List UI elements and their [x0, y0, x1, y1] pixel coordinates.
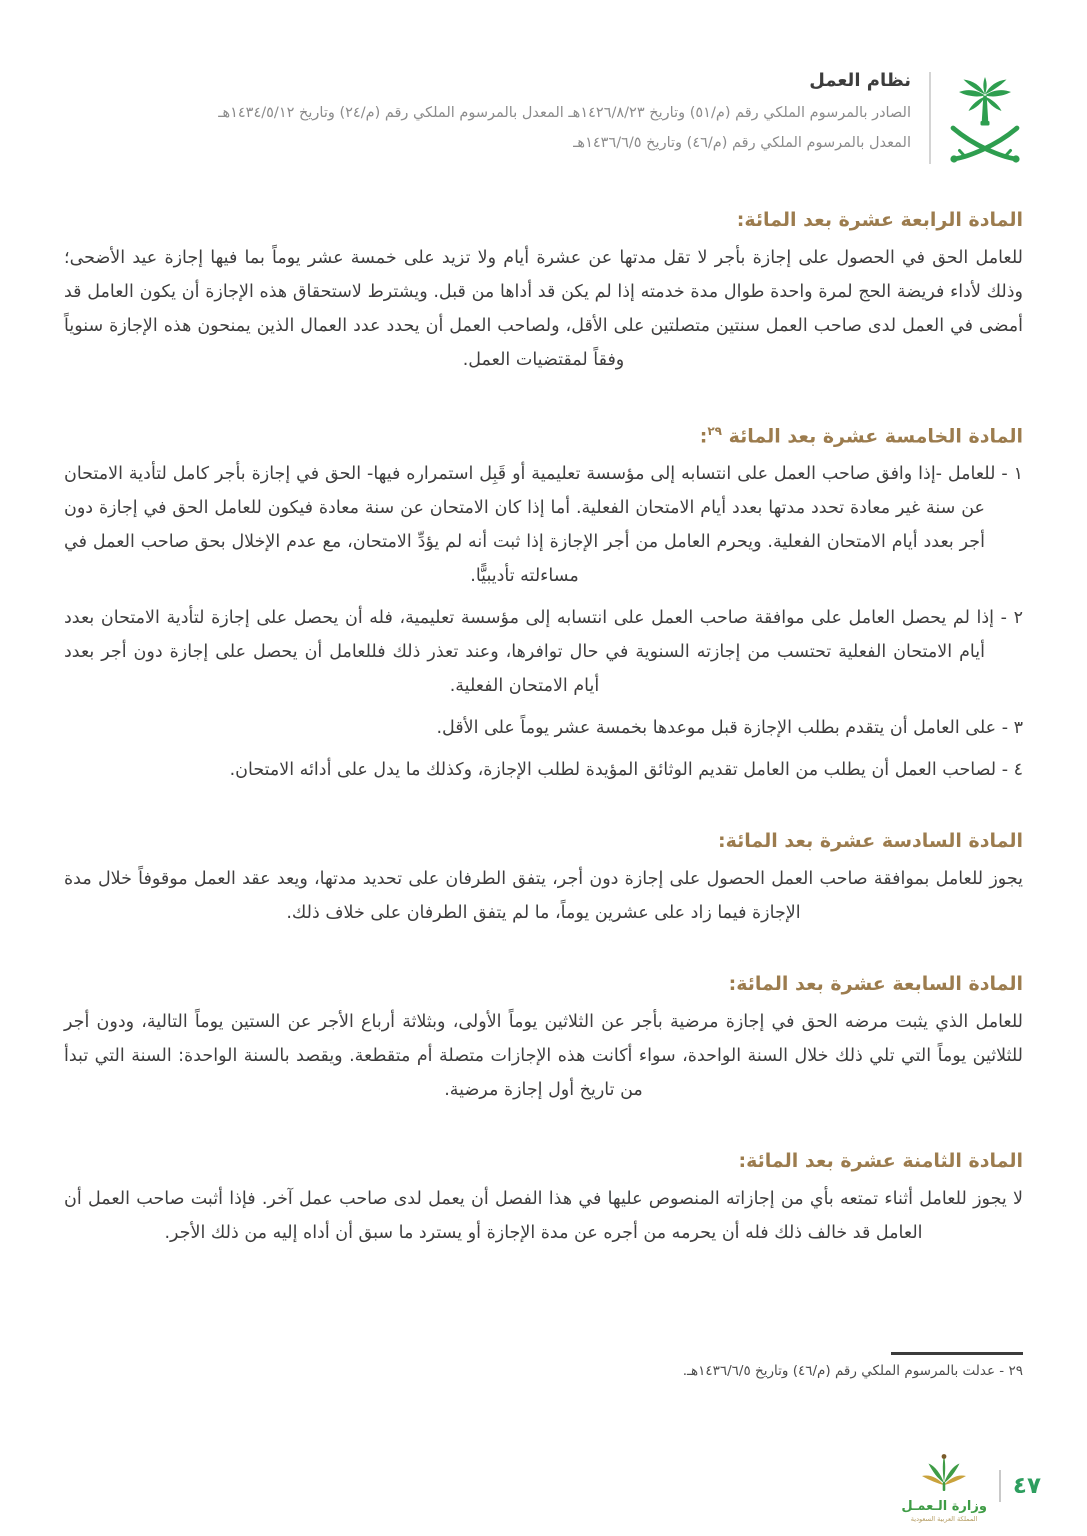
page-number: ٤٧ [1012, 1473, 1041, 1500]
decree-line-2: المعدل بالمرسوم الملكي رقم (م/٤٦) وتاريخ ١٤٣٦/٦/٥هـ [573, 135, 911, 151]
article-115-heading-text: المادة الخامسة عشرة بعد المائة [728, 425, 1023, 448]
article-115 [64, 417, 1023, 787]
ministry-palm-icon [920, 1451, 968, 1496]
ministry-logo [901, 1451, 987, 1523]
list-item-3-marker: ٣ - [996, 718, 1023, 739]
list-item-3 [64, 711, 1023, 745]
ministry-subtitle: المملكة العربية السعودية [910, 1514, 978, 1523]
page-footer [901, 1451, 1041, 1523]
header-divider [929, 72, 931, 164]
header-text-block [64, 70, 911, 158]
list-item-4 [64, 753, 1023, 787]
list-item-4-text: لصاحب العمل أن يطلب من العامل تقديم الوثائق المؤيدة لطلب الإجازة، وكذلك ما يدل على أدائه الامتحان. [229, 760, 997, 781]
article-116-heading: المادة السادسة عشرة بعد المائة: [718, 830, 1023, 853]
article-116 [64, 827, 1023, 930]
list-item-1-text: للعامل -إذا وافق صاحب العمل على انتسابه إلى مؤسسة تعليمية أو قَبِل استمراره فيها- الحق في إجازة بأجر كامل لتأدية الامتحان عن سنة غير معادة تحدد مدتها بعدد أيام الامتحان الفعلية. أما إذا كان الامتحان عن سنة معادة فيكون للعامل الحق في إجازة دون أجر بعدد أيام الامتحان الفعلية. ويحرم العامل من أجر الإجازة إذا ثبت أنه لم يؤدِّ الامتحان، مع عدم الإخلال بحق صاحب العمل في مساءلته تأديبيًّا. [64, 464, 996, 587]
article-118-heading: المادة الثامنة عشرة بعد المائة: [738, 1150, 1023, 1173]
article-115-heading [64, 417, 1023, 450]
article-117-text: للعامل الذي يثبت مرضه الحق في إجازة مرضية بأجر عن الثلاثين يوماً الأولى، وبثلاثة أرباع الأجر عن الستين يوماً التالية، ودون أجر للثلاثين يوماً التي تلي ذلك خلال السنة الواحدة، سواء أكانت هذه الإجازات متصلة أم متقطعة. ويقصد بالسنة الواحدة: السنة التي تبدأ من تاريخ أول إجازة مرضية. [64, 1012, 1023, 1101]
footnote-text: ٢٩ - عدلت بالمرسوم الملكي رقم (م/٤٦) وتاريخ ١٤٣٦/٦/٥هـ. [682, 1363, 1023, 1379]
footnote-block [64, 1352, 1023, 1379]
list-item-1-marker: ١ - [995, 464, 1023, 485]
decree-line-1: الصادر بالمرسوم الملكي رقم (م/٥١) وتاريخ ١٤٢٦/٨/٢٣هـ المعدل بالمرسوم الملكي رقم (م/٢٤) وتاريخ ١٤٣٤/٥/١٢هـ [218, 105, 911, 121]
article-115-list [64, 457, 1023, 787]
article-116-text: يجوز للعامل بموافقة صاحب العمل الحصول على إجازة دون أجر، يتفق الطرفان على تحديد مدتها، ويعد عقد العمل موقوفاً خلال مدة الإجازة فيما زاد على عشرين يوماً، ما لم يتفق الطرفان على خلاف ذلك. [64, 869, 1023, 924]
article-118 [64, 1147, 1023, 1250]
article-117-heading: المادة السابعة عشرة بعد المائة: [728, 973, 1023, 996]
article-118-text: لا يجوز للعامل أثناء تمتعه بأي من إجازاته المنصوص عليها في هذا الفصل أن يعمل لدى صاحب عمل آخر. فإذا أثبت صاحب العمل أن العامل قد خالف ذلك فله أن يحرمه من أجره عن مدة الإجازة أو يسترد ما سبق أن أداه إليه من ذلك الأجر. [64, 1189, 1023, 1244]
list-item-3-text: على العامل أن يتقدم بطلب الإجازة قبل موعدها بخمسة عشر يوماً على الأقل. [436, 718, 997, 739]
articles-body [0, 170, 1087, 1250]
footer-divider [999, 1470, 1001, 1502]
article-115-heading-colon: : [699, 425, 708, 448]
list-item-4-marker: ٤ - [996, 760, 1023, 781]
list-item-2-marker: ٢ - [994, 608, 1023, 629]
page-header [0, 0, 1087, 170]
ministry-name: وزارة الـعمـل [901, 1498, 987, 1514]
list-item-2-text: إذا لم يحصل العامل على موافقة صاحب العمل على انتسابه إلى مؤسسة تعليمية، فله أن يحصل على إجازة لتأدية الامتحان بعدد أيام الامتحان الفعلية تحتسب من إجازته السنوية في حال توافرها، وعند تعذر ذلك فللعامل أن يحصل على إجازة دون أجر بعدد أيام الامتحان الفعلية. [64, 608, 995, 697]
list-item-1 [64, 457, 1023, 593]
list-item-2 [64, 601, 1023, 703]
footnote-rule [891, 1352, 1023, 1355]
article-114-text: للعامل الحق في الحصول على إجازة بأجر لا تقل مدتها عن عشرة أيام ولا تزيد على خمسة عشر يوماً بما فيها إجازة عيد الأضحى؛ وذلك لأداء فريضة الحج لمرة واحدة طوال مدة خدمته إذا لم يكن قد أداها من قبل. ويشترط لاستحقاق هذه الإجازة أن يكون العامل قد أمضى في العمل لدى صاحب العمل سنتين متصلتين على الأقل، ولصاحب العمل أن يحدد عدد العمال الذين يمنحون هذه الإجازة سنوياً وفقاً لمقتضيات العمل. [64, 248, 1023, 370]
footnote-reference-29: ٢٩ [707, 424, 722, 438]
article-114 [64, 206, 1023, 377]
saudi-emblem-icon [947, 74, 1023, 170]
article-114-heading: المادة الرابعة عشرة بعد المائة: [736, 209, 1023, 231]
document-title: نظام العمل [809, 70, 911, 91]
article-117 [64, 970, 1023, 1107]
